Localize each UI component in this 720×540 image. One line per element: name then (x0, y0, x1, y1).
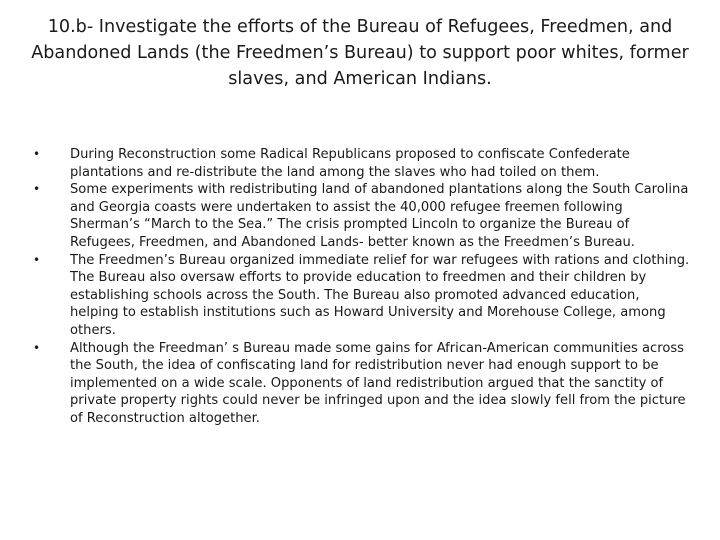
bullet-item (0, 181, 690, 251)
bullet-list (0, 146, 720, 428)
bullet-text: Some experiments with redistributing land of abandoned plantations along the South Carolina and Georgia coasts were undertaken to assist the 40,000 refugee freemen following Sherman’s “March to the Sea.” The crisis prompted Lincoln to organize the Bureau of Refugees, Freedmen, and Abandoned Lands- better known as the Freedmen’s Bureau. (70, 182, 689, 250)
bullet-marker: • (33, 147, 41, 161)
bullet-marker: • (33, 340, 41, 355)
bullet-text: The Freedmen’s Bureau organized immediate relief for war refugees with rations and clothing. The Bureau also oversaw efforts to provide education to freedmen and their children by establishing schools across the South. The Bureau also promoted advanced education, helping to establish institutions such as Howard University and Morehouse College, among others. (70, 252, 690, 338)
bullet-text: During Reconstruction some Radical Republicans proposed to confiscate Confederate plantations and re-distribute the land among the slaves who had toiled on them. (70, 147, 630, 180)
bullet-marker: • (33, 182, 41, 197)
bullet-item (0, 146, 690, 181)
bullet-item (0, 340, 690, 428)
bullet-item (0, 252, 690, 340)
bullet-marker: • (33, 252, 41, 267)
slide-title: 10.b- Investigate the efforts of the Bureau of Refugees, Freedmen, and Abandoned Lands (the Freedmen’s Bureau) to support poor whites, former slaves, and American Indians. (31, 17, 689, 89)
bullet-text: Although the Freedman’ s Bureau made some gains for African-American communities across the South, the idea of confiscating land for redistribution never had enough support to be implemented on a wide scale. Opponents of land redistribution argued that the sanctity of private property rights could never be infringed upon and the idea slowly fell from the picture of Reconstruction altogether. (70, 340, 686, 426)
